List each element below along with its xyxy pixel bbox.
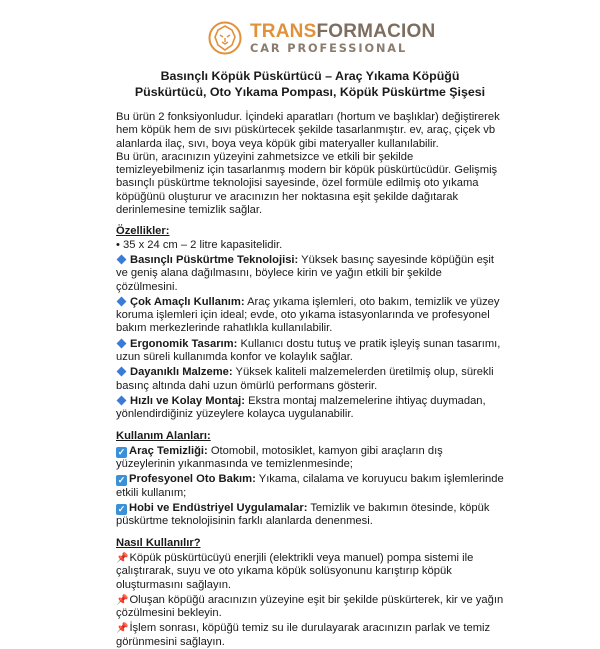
feature-item: Hızlı ve Kolay Montaj: Ekstra montaj malzemelerine ihtiyaç duymadan, yönlendirdiğiniz yüzeylere kolayca uygulanabilir. bbox=[116, 394, 486, 421]
usage-item: ✓ Profesyonel Oto Bakım: Yıkama, cilalama ve koruyucu bakım işlemlerinde etkili kullanım; bbox=[116, 473, 504, 499]
feature-item: Dayanıklı Malzeme: Yüksek kaliteli malzemelerden üretilmiş olup, sürekli basınç altında dahi uzun ömürlü performans gösterir. bbox=[116, 366, 494, 392]
intro-paragraph-1: Bu ürün 2 fonksiyonludur. İçindeki aparatları (hortum ve başlıklar) değiştirerek hem köpük hem de sıvı püskürtecek şekilde tasarlanmıştır. ev, araç, çiçek vb alanlarda ilaç, sıvı, boya veya köpük gibi materyaller kullanılabilir. bbox=[116, 111, 500, 150]
lion-emblem-icon bbox=[208, 21, 242, 55]
title-line-1: Basınçlı Köpük Püskürtücü – Araç Yıkama Köpüğü bbox=[160, 69, 460, 83]
how-to-step: 📌İşlem sonrası, köpüğü temiz su ile durulayarak aracınızın parlak ve temiz görünmesini sağlayın. bbox=[116, 622, 491, 648]
how-to-use-list bbox=[116, 552, 504, 649]
product-description-page bbox=[0, 10, 600, 648]
brand-logo bbox=[208, 10, 504, 66]
feature-item: Basınçlı Püskürtme Teknolojisi: Yüksek basınç sayesinde köpüğün eşit ve geniş alana dağılmasını, böylece kirin ve yağın etkili bir şekilde çözülmesini. bbox=[116, 253, 494, 293]
usage-list bbox=[116, 445, 504, 529]
blue-diamond-icon bbox=[117, 255, 127, 265]
how-to-use-heading: Nasıl Kullanılır? bbox=[116, 536, 201, 549]
usage-heading: Kullanım Alanları: bbox=[116, 429, 211, 442]
title-line-2: Püskürtücü, Oto Yıkama Pompası, Köpük Püskürtme Şişesi bbox=[134, 85, 486, 99]
product-title bbox=[104, 68, 516, 100]
blue-diamond-icon bbox=[117, 396, 127, 406]
size-line: • 35 x 24 cm – 2 litre kapasitelidir. bbox=[116, 238, 283, 251]
usage-item: ✓ Hobi ve Endüstriyel Uygulamalar: Temizlik ve bakımın ötesinde, köpük püskürtme teknolojisinin farklı alanlarda denenmesi. bbox=[116, 502, 490, 528]
usage-item: ✓ Araç Temizliği: Otomobil, motosiklet, kamyon gibi araçların dış yüzeylerinin yıkanmasında ve temizlenmesinde; bbox=[116, 444, 443, 471]
check-box-icon: ✓ bbox=[117, 475, 126, 486]
blue-diamond-icon bbox=[117, 296, 127, 306]
check-box-icon: ✓ bbox=[117, 504, 126, 515]
brand-tagline: CAR PROFESSIONAL bbox=[250, 41, 408, 55]
pushpin-icon: 📌 bbox=[116, 623, 129, 635]
pushpin-icon: 📌 bbox=[116, 552, 129, 564]
intro-section bbox=[116, 111, 504, 217]
feature-item: Çok Amaçlı Kullanım: Araç yıkama işlemleri, oto bakım, temizlik ve yüzey koruma işlemleri için ideal; evde, oto yıkama istasyonlarında ve profesyonel bakım merkezlerinde rahatlıkla kullanılabilir. bbox=[116, 295, 500, 335]
blue-diamond-icon bbox=[117, 338, 127, 348]
how-to-step: 📌Köpük püskürtücüyü enerjili (elektrikli veya manuel) pompa sistemi ile çalıştırarak, suyu ve oto yıkama köpük solüsyonunu karıştırıp köpük oluşturmasını sağlayın. bbox=[116, 551, 474, 591]
features-list bbox=[116, 239, 504, 422]
intro-paragraph-2: Bu ürün, aracınızın yüzeyini zahmetsizce ve etkili bir şekilde temizleyebilmeniz için tasarlanmış modern bir köpük püskürtücüdür. Gelişmiş basınçlı püskürtme teknolojisi sayesinde, özel formüle edilmiş oto yıkama köpüğünü oluşturur ve aracınızın her noktasına eşit şekilde dağıtarak derinlemesine temizlik sağlar. bbox=[116, 150, 498, 217]
check-box-icon: ✓ bbox=[117, 446, 126, 457]
blue-diamond-icon bbox=[117, 367, 127, 377]
pushpin-icon: 📌 bbox=[116, 594, 129, 606]
how-to-step: 📌Oluşan köpüğü aracınızın yüzeyine eşit bir şekilde püskürterek, kir ve yağın çözülmesini bekleyin. bbox=[116, 593, 504, 620]
feature-item: Ergonomik Tasarım: Kullanıcı dostu tutuş ve pratik işleyiş sunan tasarımı, uzun süreli kullanımda konfor ve kolaylık sağlar. bbox=[116, 337, 501, 364]
brand-name: TRANSFORMACION bbox=[250, 20, 436, 42]
features-heading: Özellikler: bbox=[116, 225, 170, 238]
